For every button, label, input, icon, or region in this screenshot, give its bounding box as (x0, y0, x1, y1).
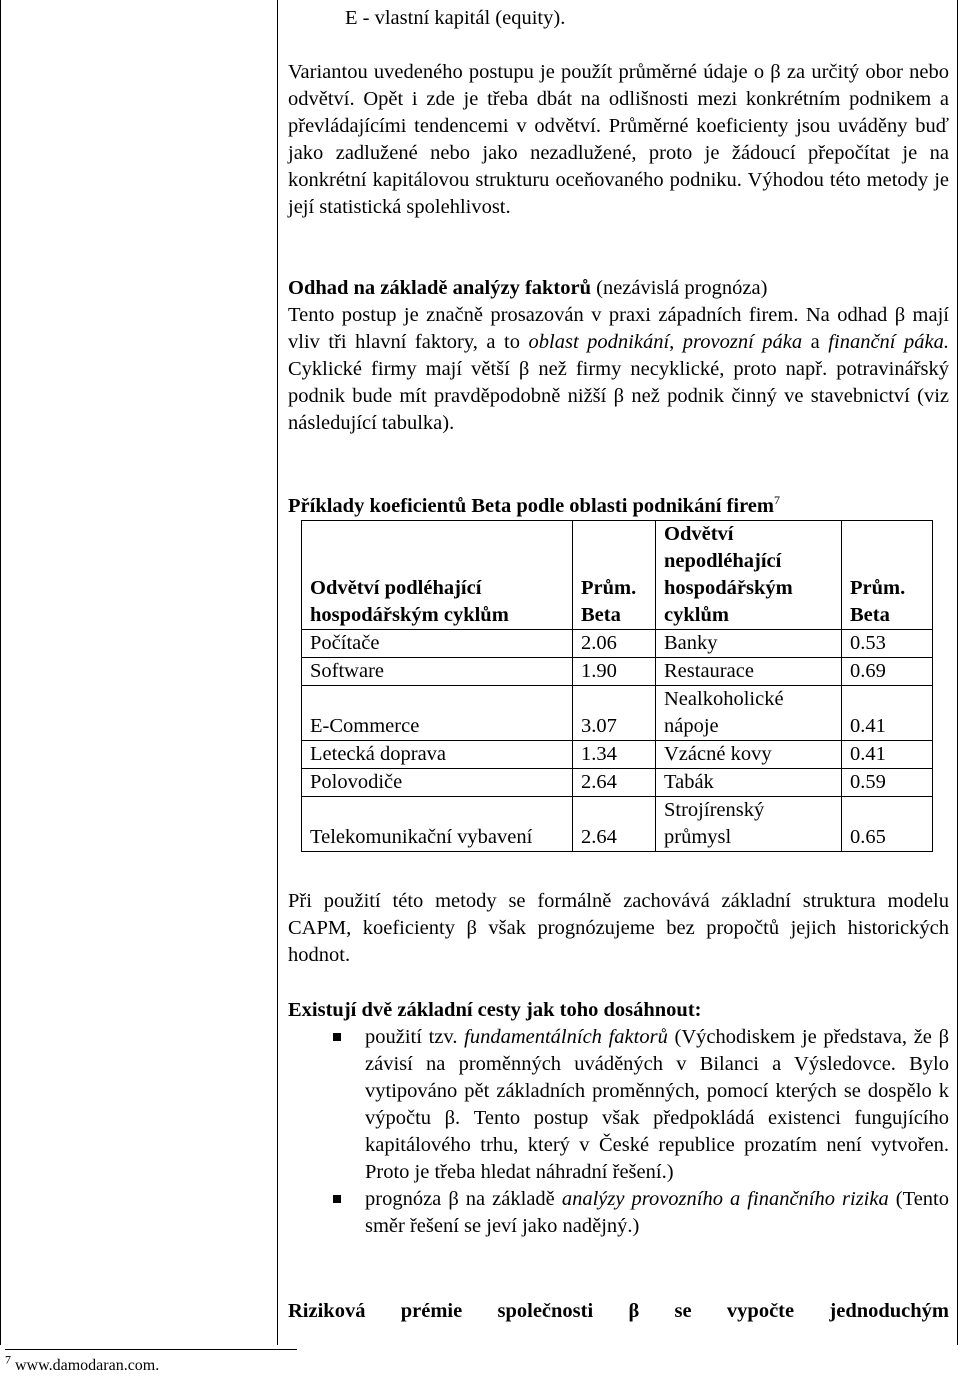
footnote-separator (5, 1349, 297, 1350)
factor-text-a: Tento postup je značně prosazován v praxi západních firem. Na odhad β mají vliv tři hlavní faktory, a to (288, 304, 949, 353)
list-item: použití tzv. fundamentálních faktorů (Východiskem je představa, že β závisí na proměnných uváděných v Bilanci a Výsledovce. Bylo vytipováno pět základních proměnných, pomocí kterých se dospělo k výpočtu β. Tento postup však předpokládá existenci fungujícího kapitálového trhu, který v České republice prozatím není vytvořen. Proto je třeba hledat náhradní řešení.) (288, 1024, 949, 1186)
table-title (288, 493, 949, 520)
footnote-ref: 7 (773, 493, 780, 508)
table-header-row (302, 521, 933, 630)
column-divider (277, 0, 278, 1345)
section-factor-analysis (288, 275, 949, 437)
heading-suffix: (nezávislá prognóza) (591, 277, 768, 299)
factor-text-c: Cyklické firmy mají větší β než firmy necyklické, proto např. potravinářský podnik bude mít pravděpodobně nižší β než podnik činný ve stavebnictví (viz následující tabulka). (288, 358, 949, 434)
table-row: E-Commerce 3.07 Nealkoholické nápoje 0.41 (302, 686, 933, 741)
header-avg-beta-1: Prům. Beta (573, 521, 656, 630)
header-cyclical: Odvětví podléhající hospodářským cyklům (302, 521, 573, 630)
header-noncyclical: Odvětví nepodléhající hospodářským cyklům (656, 521, 842, 630)
section-heading-factor: Odhad na základě analýzy faktorů (288, 277, 591, 299)
last-line: Riziková prémie společnosti β se vypočte jednoduchým (288, 1300, 949, 1322)
section-two-ways (288, 997, 949, 1240)
footnote (5, 1352, 160, 1376)
header-avg-beta-2: Prům. Beta (842, 521, 933, 630)
intro-line: E - vlastní kapitál (equity). (345, 7, 566, 29)
paragraph-industry-beta: Variantou uvedeného postupu je použít průměrné údaje o β za určitý obor nebo odvětví. Opět i zde je třeba dbát na odlišnosti mezi konkrétním podnikem a převládajícími tendencemi v odvětví. Průměrné koeficienty jsou uváděny buď jako zadlužené nebo jako nezadlužené, proto je žádoucí přepočítat je na konkrétní kapitálovou strukturu oceňovaného podniku. Výhodou této metody je její statistická spolehlivost. (288, 61, 949, 218)
paragraph-capm: Při použití této metody se formálně zachovává základní struktura modelu CAPM, koeficienty β však prognózujeme bez propočtů jejich historických hodnot. (288, 890, 949, 966)
table-row: Software 1.90 Restaurace 0.69 (302, 658, 933, 686)
table-row: Telekomunikační vybavení 2.64 Strojírenský průmysl 0.65 (302, 797, 933, 852)
factor-text-italic: oblast podnikání, provozní páka (528, 331, 803, 353)
footnote-mark: 7 (5, 1352, 11, 1367)
footnote-text: www.damodaran.com. (11, 1357, 160, 1374)
factor-text-italic2: finanční páka. (828, 331, 949, 353)
list-item: prognóza β na základě analýzy provozního a finančního rizika (Tento směr řešení se jeví jako nadějný.) (288, 1186, 949, 1240)
beta-table (301, 520, 933, 852)
factor-text-b: a (802, 331, 829, 353)
table-row: Polovodiče 2.64 Tabák 0.59 (302, 769, 933, 797)
section-heading-ways: Existují dvě základní cesty jak toho dosáhnout: (288, 999, 702, 1021)
table-row: Počítače 2.06 Banky 0.53 (302, 630, 933, 658)
table-row: Letecká doprava 1.34 Vzácné kovy 0.41 (302, 741, 933, 769)
table-title-text: Příklady koeficientů Beta podle oblasti podnikání firem (288, 495, 774, 517)
